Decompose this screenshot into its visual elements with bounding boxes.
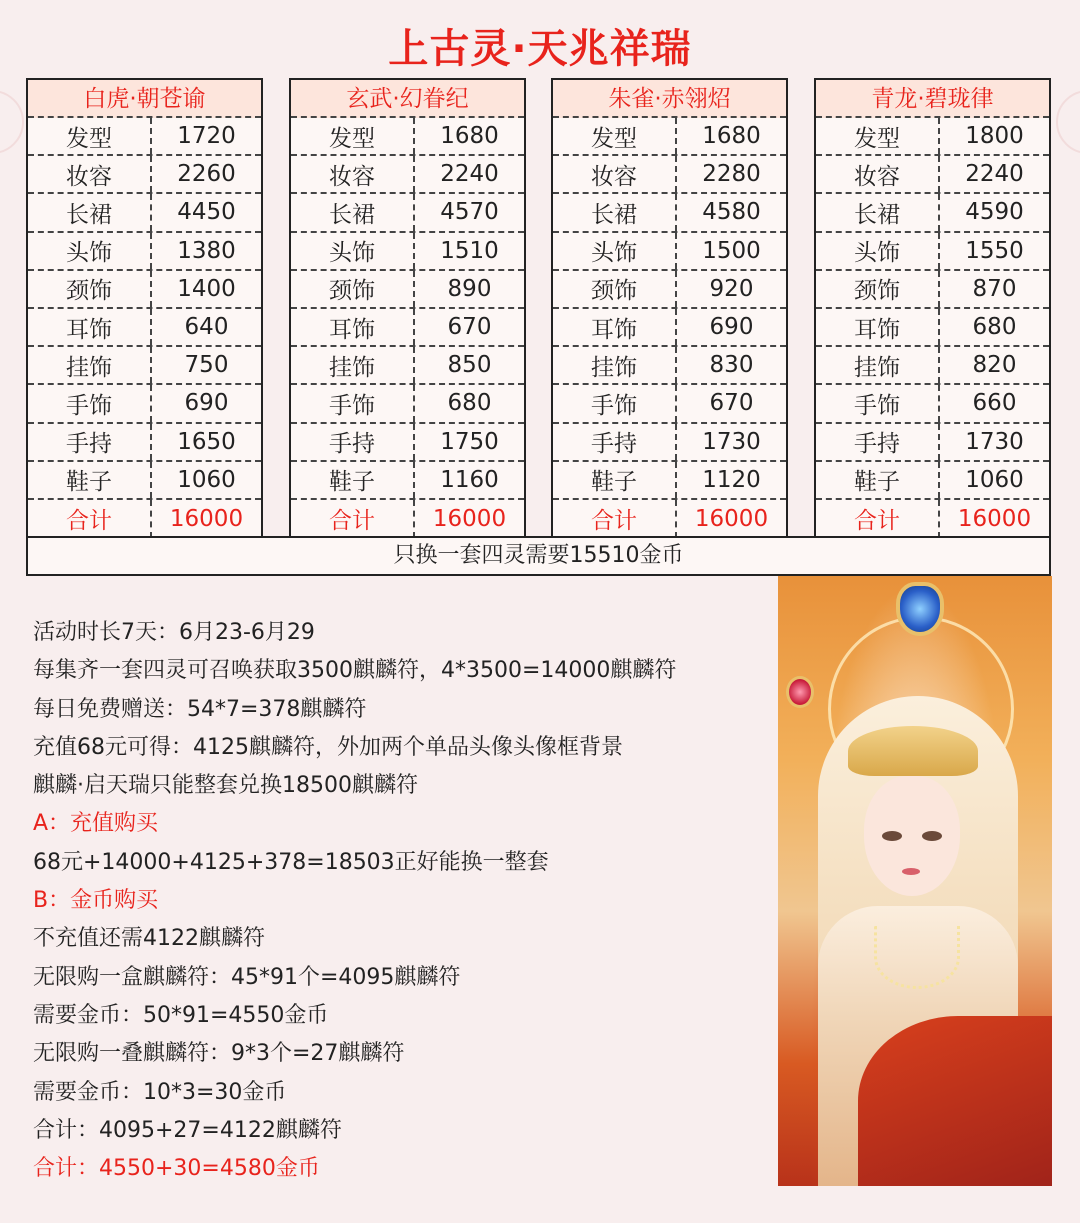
item-price: 690 — [709, 314, 754, 341]
table-row — [553, 462, 786, 500]
table-row — [28, 271, 261, 309]
item-price: 890 — [447, 275, 492, 302]
item-price: 1380 — [177, 237, 236, 264]
item-price: 820 — [972, 352, 1017, 379]
decorative-circle-left — [0, 90, 24, 154]
item-price: 680 — [447, 390, 492, 417]
item-name: 手饰 — [28, 385, 152, 421]
table-row — [28, 118, 261, 156]
table-row — [553, 347, 786, 385]
info-line: 无限购一盒麒麟符：45*91个=4095麒麟符 — [33, 964, 461, 990]
info-line: 活动时长7天：6月23-6月29 — [33, 620, 315, 645]
total-label: 合计 — [553, 500, 677, 538]
price-tables — [26, 78, 1051, 576]
total-value: 16000 — [432, 505, 507, 532]
total-value: 16000 — [169, 505, 244, 532]
price-table — [551, 78, 788, 538]
table-row — [553, 118, 786, 156]
item-price: 680 — [972, 314, 1017, 341]
table-row — [816, 271, 1049, 309]
table-row — [28, 309, 261, 347]
item-price: 2260 — [177, 161, 236, 188]
item-name: 手持 — [28, 424, 152, 460]
item-price: 1730 — [702, 428, 761, 455]
item-price: 670 — [447, 314, 492, 341]
price-table — [289, 78, 526, 538]
table-title: 玄武·幻眷纪 — [291, 80, 524, 118]
item-price: 1500 — [702, 237, 761, 264]
item-name: 妆容 — [816, 156, 940, 192]
item-price: 1750 — [440, 428, 499, 455]
character-eye-left — [882, 831, 902, 841]
item-name: 妆容 — [291, 156, 415, 192]
item-price: 1060 — [177, 466, 236, 493]
total-row — [553, 500, 786, 538]
total-value: 16000 — [957, 505, 1032, 532]
table-row — [816, 424, 1049, 462]
item-name: 手饰 — [291, 385, 415, 421]
item-name: 发型 — [816, 118, 940, 154]
info-line: 68元+14000+4125+378=18503正好能换一整套 — [33, 849, 549, 875]
item-price: 1400 — [177, 275, 236, 302]
table-row — [553, 156, 786, 194]
table-row — [553, 233, 786, 271]
item-price: 4580 — [702, 199, 761, 226]
table-row — [816, 309, 1049, 347]
item-name: 耳饰 — [553, 309, 677, 345]
table-row — [553, 309, 786, 347]
table-row — [291, 309, 524, 347]
table-row — [28, 194, 261, 232]
table-row — [291, 118, 524, 156]
table-row — [28, 156, 261, 194]
item-price: 1120 — [702, 466, 761, 493]
item-price: 750 — [184, 352, 229, 379]
item-price: 670 — [709, 390, 754, 417]
info-heading: B：金币购买 — [33, 888, 159, 914]
table-row — [816, 347, 1049, 385]
item-price: 920 — [709, 275, 754, 302]
item-name: 颈饰 — [553, 271, 677, 307]
info-line: 需要金币：50*91=4550金币 — [33, 1002, 329, 1028]
character-face — [864, 776, 960, 896]
total-label: 合计 — [291, 500, 415, 538]
item-name: 手饰 — [553, 385, 677, 421]
decorative-circle-right — [1056, 90, 1080, 154]
item-price: 4450 — [177, 199, 236, 226]
table-title: 白虎·朝苍谕 — [28, 80, 261, 118]
item-name: 挂饰 — [816, 347, 940, 383]
item-name: 长裙 — [28, 194, 152, 230]
item-name: 颈饰 — [28, 271, 152, 307]
table-row — [28, 385, 261, 423]
item-name: 妆容 — [553, 156, 677, 192]
info-line: 无限购一叠麒麟符：9*3个=27麒麟符 — [33, 1041, 405, 1067]
info-line: 麒麟·启天瑞只能整套兑换18500麒麟符 — [33, 773, 418, 799]
item-price: 1680 — [440, 123, 499, 150]
table-row — [816, 194, 1049, 232]
table-row — [28, 462, 261, 500]
table-row — [553, 385, 786, 423]
table-title: 朱雀·赤翎炤 — [553, 80, 786, 118]
item-name: 手持 — [816, 424, 940, 460]
character-crown — [848, 726, 978, 776]
table-row — [816, 118, 1049, 156]
info-heading: A：充值购买 — [33, 811, 159, 837]
price-table — [814, 78, 1051, 538]
table-row — [553, 194, 786, 232]
total-label: 合计 — [28, 500, 152, 538]
table-row — [28, 233, 261, 271]
item-price: 1720 — [177, 123, 236, 150]
table-row — [816, 233, 1049, 271]
info-line: 充值68元可得：4125麒麟符，外加两个单品头像头像框背景 — [33, 734, 623, 760]
item-name: 鞋子 — [816, 462, 940, 498]
table-row — [291, 156, 524, 194]
blue-gem-icon — [896, 582, 944, 636]
character-sleeve — [858, 1016, 1052, 1186]
item-price: 2280 — [702, 161, 761, 188]
table-row — [816, 462, 1049, 500]
total-row — [291, 500, 524, 538]
item-name: 头饰 — [816, 233, 940, 269]
table-row — [291, 424, 524, 462]
table-row — [291, 271, 524, 309]
table-row — [816, 385, 1049, 423]
item-name: 头饰 — [28, 233, 152, 269]
item-name: 长裙 — [553, 194, 677, 230]
table-row — [28, 347, 261, 385]
item-name: 挂饰 — [28, 347, 152, 383]
item-price: 2240 — [965, 161, 1024, 188]
total-row — [28, 500, 261, 538]
item-name: 发型 — [291, 118, 415, 154]
info-line: 不充值还需4122麒麟符 — [33, 926, 265, 952]
table-row — [291, 385, 524, 423]
item-name: 耳饰 — [816, 309, 940, 345]
info-heading: 合计：4550+30=4580金币 — [33, 1156, 320, 1182]
item-name: 妆容 — [28, 156, 152, 192]
character-lips — [902, 868, 920, 875]
item-name: 手饰 — [816, 385, 940, 421]
item-name: 头饰 — [291, 233, 415, 269]
table-row — [291, 462, 524, 500]
item-name: 颈饰 — [816, 271, 940, 307]
item-price: 1730 — [965, 428, 1024, 455]
character-necklace — [874, 926, 960, 989]
item-price: 850 — [447, 352, 492, 379]
info-line: 合计：4095+27=4122麒麟符 — [33, 1117, 342, 1143]
item-price: 1800 — [965, 123, 1024, 150]
item-price: 870 — [972, 275, 1017, 302]
item-price: 1680 — [702, 123, 761, 150]
red-gem-icon — [786, 676, 814, 708]
item-price: 1650 — [177, 428, 236, 455]
item-name: 长裙 — [291, 194, 415, 230]
table-row — [291, 194, 524, 232]
item-name: 挂饰 — [291, 347, 415, 383]
item-name: 耳饰 — [28, 309, 152, 345]
total-value: 16000 — [694, 505, 769, 532]
item-name: 手持 — [291, 424, 415, 460]
item-name: 耳饰 — [291, 309, 415, 345]
item-name: 长裙 — [816, 194, 940, 230]
table-row — [553, 424, 786, 462]
item-price: 2240 — [440, 161, 499, 188]
activity-info — [33, 614, 773, 1188]
table-row — [553, 271, 786, 309]
table-row — [816, 156, 1049, 194]
summary-note: 只换一套四灵需要15510金币 — [26, 536, 1051, 576]
item-name: 颈饰 — [291, 271, 415, 307]
item-name: 鞋子 — [553, 462, 677, 498]
item-price: 830 — [709, 352, 754, 379]
item-name: 头饰 — [553, 233, 677, 269]
table-row — [28, 424, 261, 462]
item-price: 1060 — [965, 466, 1024, 493]
item-name: 发型 — [553, 118, 677, 154]
info-line: 每集齐一套四灵可召唤获取3500麒麟符，4*3500=14000麒麟符 — [33, 658, 677, 684]
item-name: 手持 — [553, 424, 677, 460]
item-price: 4590 — [965, 199, 1024, 226]
table-row — [291, 233, 524, 271]
info-line: 需要金币：10*3=30金币 — [33, 1079, 287, 1105]
item-name: 发型 — [28, 118, 152, 154]
total-label: 合计 — [816, 500, 940, 538]
item-price: 660 — [972, 390, 1017, 417]
item-price: 690 — [184, 390, 229, 417]
item-price: 4570 — [440, 199, 499, 226]
price-table — [26, 78, 263, 538]
item-price: 640 — [184, 314, 229, 341]
table-title: 青龙·碧珑律 — [816, 80, 1049, 118]
character-eye-right — [922, 831, 942, 841]
total-row — [816, 500, 1049, 538]
item-price: 1160 — [440, 466, 499, 493]
item-name: 挂饰 — [553, 347, 677, 383]
item-name: 鞋子 — [291, 462, 415, 498]
table-row — [291, 347, 524, 385]
info-line: 每日免费赠送：54*7=378麒麟符 — [33, 696, 367, 722]
item-price: 1510 — [440, 237, 499, 264]
item-price: 1550 — [965, 237, 1024, 264]
page-title: 上古灵·天兆祥瑞 — [388, 26, 692, 72]
item-name: 鞋子 — [28, 462, 152, 498]
character-illustration — [778, 576, 1052, 1186]
